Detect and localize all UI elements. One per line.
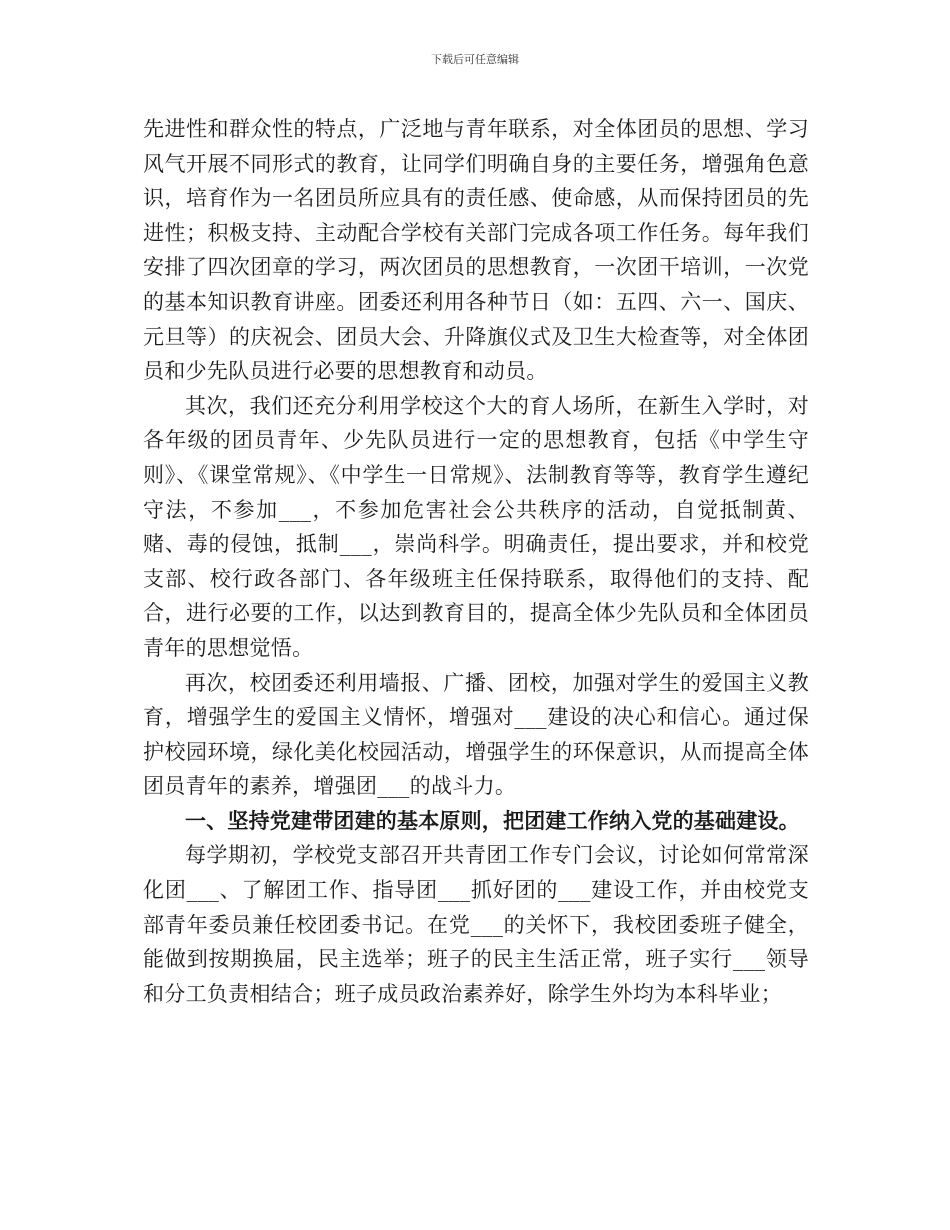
paragraph-thirdly: 再次，校团委还利用墙报、广播、团校，加强对学生的爱国主义教育，增强学生的爱国主义情怀，增强对___建设的决心和信心。通过保护校园环境，绿化美化校园活动，增强学生的环保意识，从而提高全体团员青年的素养，增强团___的战斗力。: [143, 670, 809, 799]
section-heading: 一、坚持党建带团建的基本原则，把团建工作纳入党的基础建设。: [185, 808, 800, 833]
document-body: [143, 112, 809, 1011]
paragraph-semester: 每学期初，学校党支部召开共青团工作专门会议，讨论如何常常深化团___、了解团工作、指导团___抓好团的___建设工作，并由校党支部青年委员兼任校团委书记。在党___的关怀下，我校团委班子健全，能做到按期换届，民主选举；班子的民主生活正常，班子实行___领导和分工负责相结合；班子成员政治素养好，除学生外均为本科毕业；: [143, 843, 809, 1006]
page-header: 下载后可任意编辑: [431, 53, 519, 66]
paragraph-continuation: 先进性和群众性的特点，广泛地与青年联系，对全体团员的思想、学习风气开展不同形式的教育，让同学们明确自身的主要任务，增强角色意识，培育作为一名团员所应具有的责任感、使命感，从而保持团员的先进性；积极支持、主动配合学校有关部门完成各项工作任务。每年我们安排了四次团章的学习，两次团员的思想教育，一次团干培训，一次党的基本知识教育讲座。团委还利用各种节日（如：五四、六一、国庆、元旦等）的庆祝会、团员大会、升降旗仪式及卫生大检查等，对全体团员和少先队员进行必要的思想教育和动员。: [143, 117, 809, 384]
paragraph-secondly: 其次，我们还充分利用学校这个大的育人场所，在新生入学时，对各年级的团员青年、少先队员进行一定的思想教育，包括《中学生守则》、《课堂常规》、《中学生一日常规》、法制教育等等，教育学生遵纪守法，不参加___，不参加危害社会公共秩序的活动，自觉抵制黄、赌、毒的侵蚀，抵制___，崇尚科学。明确责任，提出要求，并和校党支部、校行政各部门、各年级班主任保持联系，取得他们的支持、配合，进行必要的工作，以达到教育目的，提高全体少先队员和全体团员青年的思想觉悟。: [143, 393, 809, 660]
